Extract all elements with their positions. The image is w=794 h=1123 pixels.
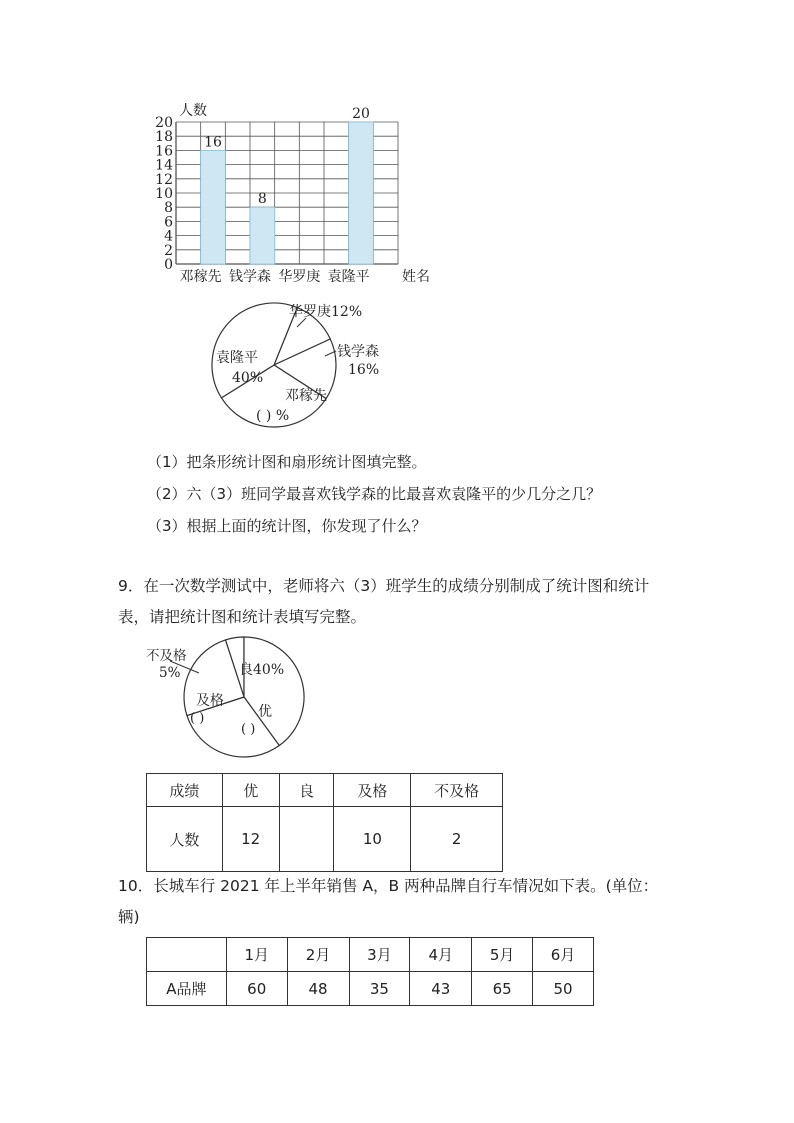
- sales-cell: 65: [472, 972, 533, 1006]
- bar: [250, 207, 275, 264]
- bar: [349, 122, 374, 264]
- bar: [201, 150, 226, 264]
- pie-chart-grades: [0, 630, 794, 760]
- pie-label: 袁隆平: [216, 350, 258, 366]
- pie-pct: 16%: [348, 362, 380, 378]
- pie-label: 良40%: [239, 662, 285, 678]
- pie-label: 邓稼先: [285, 388, 327, 404]
- sales-header-cell: 4月: [410, 938, 472, 972]
- sales-row-label: A品牌: [147, 972, 227, 1006]
- pie-pct: ( ): [190, 711, 205, 726]
- pie-label: 不及格: [146, 648, 187, 664]
- pie-label: 优: [258, 704, 272, 720]
- y-tick-label: 6: [164, 214, 173, 231]
- y-tick-label: 16: [155, 143, 173, 160]
- bar-chart: [0, 0, 794, 300]
- sales-cell: 60: [226, 972, 287, 1006]
- x-tick-label: 袁隆平: [327, 269, 370, 285]
- grades-cell: 10: [334, 807, 411, 872]
- bar-value-label: 20: [352, 106, 370, 122]
- y-tick-label: 10: [155, 186, 173, 202]
- problem-10-text: 10．长城车行 2021 年上半年销售 A，B 两种品牌自行车情况如下表。(单位：辆): [118, 877, 659, 926]
- sales-cell: 35: [349, 972, 410, 1006]
- grades-row-label: 人数: [147, 807, 223, 872]
- pie-pct: 40%: [232, 370, 264, 386]
- y-tick-label: 12: [155, 171, 173, 188]
- y-axis-label: 人数: [179, 103, 207, 119]
- y-tick-label: 2: [164, 242, 173, 259]
- sales-cell: 48: [287, 972, 349, 1006]
- y-tick-label: 20: [155, 115, 173, 131]
- sales-header-cell: 6月: [533, 938, 594, 972]
- sales-header-cell: 1月: [226, 938, 287, 972]
- question-2: （2）六（3）班同学最喜欢钱学森的比最喜欢袁隆平的少几分之几？: [147, 485, 602, 503]
- grades-header-cell: 及格: [334, 774, 411, 807]
- sales-header-cell: 5月: [472, 938, 533, 972]
- sales-header-cell: [147, 938, 227, 972]
- x-tick-label: 华罗庚: [278, 269, 321, 285]
- x-tick-label: 钱学森: [229, 269, 271, 285]
- grades-header-cell: 良: [279, 774, 334, 807]
- grades-table: [146, 773, 503, 872]
- grades-cell: 12: [222, 807, 279, 872]
- pie-pct: 5%: [159, 665, 181, 681]
- y-tick-label: 18: [155, 129, 173, 146]
- sales-cell: 43: [410, 972, 472, 1006]
- sales-header-cell: 2月: [287, 938, 349, 972]
- pie-label: 及格: [196, 693, 224, 709]
- pie-chart-heroes: [0, 300, 794, 424]
- y-tick-label: 4: [164, 228, 173, 245]
- bar-value-label: 8: [257, 191, 267, 208]
- sales-cell: 50: [533, 972, 594, 1006]
- y-tick-label: 14: [155, 157, 173, 174]
- grades-header-cell: 优: [222, 774, 279, 807]
- grades-header-cell: 不及格: [411, 774, 503, 807]
- pie-pct: ( ) %: [256, 408, 290, 424]
- bar-value-label: 16: [204, 134, 222, 151]
- problem-9-text: 9．在一次数学测试中，老师将六（3）班学生的成绩分别制成了统计图和统计表，请把统计图和统计表填写完整。: [118, 577, 650, 626]
- pie-label: 华罗庚12%: [289, 304, 363, 320]
- pie-label: 钱学森: [337, 344, 379, 360]
- grades-header-cell: 成绩: [147, 774, 223, 807]
- grades-cell-blank: [279, 807, 334, 872]
- pie-pct: ( ): [241, 722, 256, 737]
- y-tick-label: 8: [164, 200, 173, 217]
- x-tick-label: 邓稼先: [179, 269, 222, 285]
- question-1: （1）把条形统计图和扇形统计图填完整。: [147, 453, 427, 471]
- question-3: （3）根据上面的统计图，你发现了什么？: [147, 517, 427, 535]
- x-axis-label: 姓名: [402, 269, 430, 285]
- sales-header-cell: 3月: [349, 938, 410, 972]
- bike-sales-table: [146, 937, 594, 1006]
- grades-cell: 2: [411, 807, 503, 872]
- y-tick-label: 0: [164, 257, 173, 273]
